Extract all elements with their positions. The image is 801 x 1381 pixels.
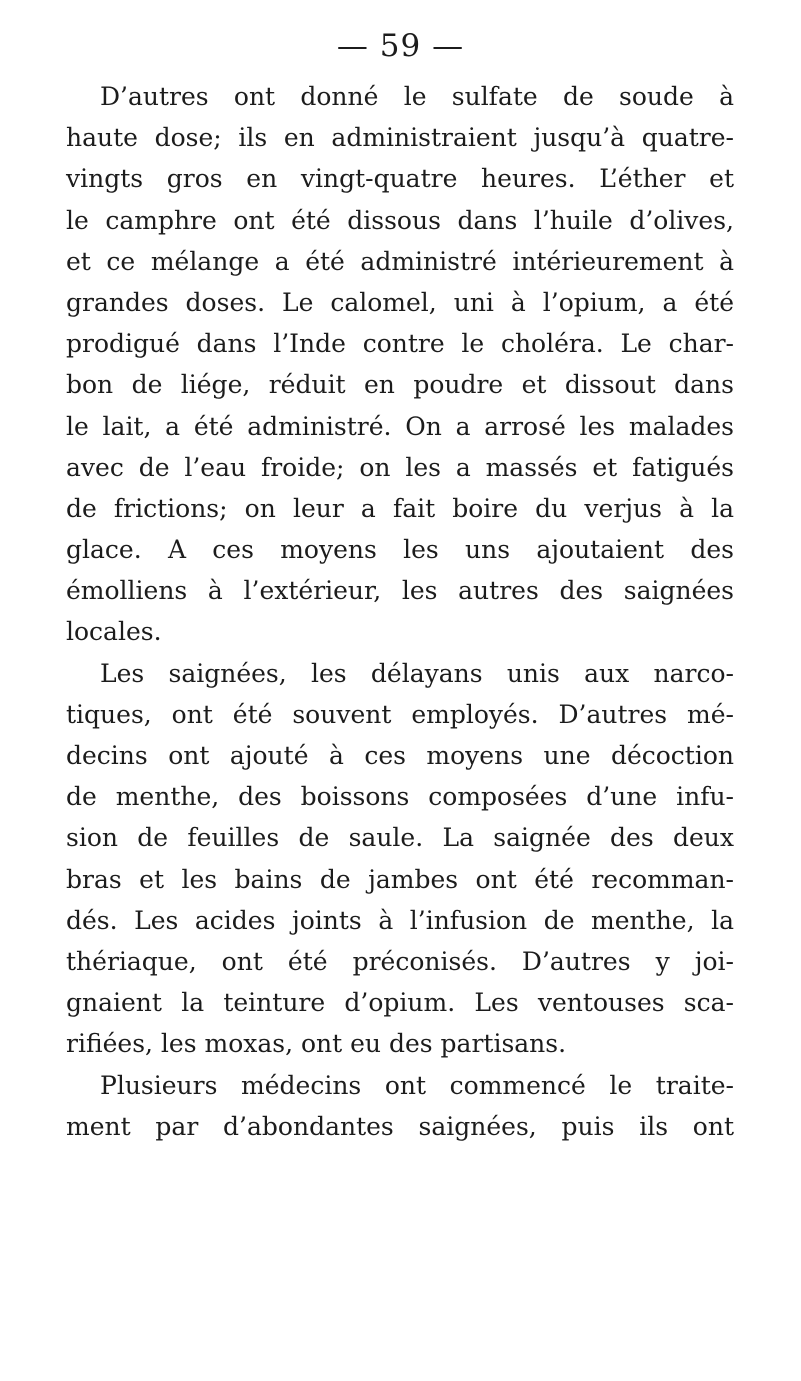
page-number: — 59 — — [336, 28, 465, 64]
text-line: le camphre ont été dissous dans l’huile d’olives, — [66, 205, 734, 235]
text-line: gnaient la teinture d’opium. Les ventouses sca- — [66, 988, 734, 1018]
text-line: Plusieurs médecins ont commencé le traite- — [100, 1070, 734, 1100]
text-line: dés. Les acides joints à l’infusion de menthe, la — [66, 905, 734, 935]
text-line: de menthe, des boissons composées d’une infu- — [66, 782, 734, 812]
text-line: avec de l’eau froide; on les a massés et fatigués — [66, 452, 734, 482]
text-line: tiques, ont été souvent employés. D’autres mé- — [66, 699, 734, 729]
text-line: émolliens à l’extérieur, les autres des saignées — [66, 576, 734, 606]
body-text — [66, 76, 734, 1147]
text-line: D’autres ont donné le sulfate de soude à — [100, 82, 734, 111]
text-line: de frictions; on leur a fait boire du verjus à la — [66, 493, 734, 523]
text-line: prodigué dans l’Inde contre le choléra. Le char- — [66, 329, 734, 359]
text-line: bras et les bains de jambes ont été recomman- — [66, 864, 734, 894]
text-line: vingts gros en vingt-quatre heures. L’éther et — [66, 164, 734, 194]
text-line: ment par d’abondantes saignées, puis ils ont — [66, 1111, 734, 1141]
text-line: glace. A ces moyens les uns ajoutaient des — [66, 535, 734, 565]
text-line: Les saignées, les délayans unis aux narco- — [100, 658, 734, 688]
text-line: sion de feuilles de saule. La saignée des deux — [66, 823, 734, 853]
text-line: decins ont ajouté à ces moyens une décoction — [66, 741, 734, 770]
text-line: grandes doses. Le calomel, uni à l’opium, a été — [66, 287, 734, 317]
text-line: et ce mélange a été administré intérieurement à — [66, 246, 734, 276]
text-line: bon de liége, réduit en poudre et dissout dans — [66, 370, 734, 400]
text-line: haute dose; ils en administraient jusqu’à quatre- — [66, 123, 734, 153]
text-line: le lait, a été administré. On a arrosé les malades — [66, 411, 734, 441]
text-line: locales. — [66, 617, 162, 647]
text-line: rifiées, les moxas, ont eu des partisans. — [66, 1029, 567, 1059]
text-line: thériaque, ont été préconisés. D’autres y joi- — [66, 946, 734, 976]
